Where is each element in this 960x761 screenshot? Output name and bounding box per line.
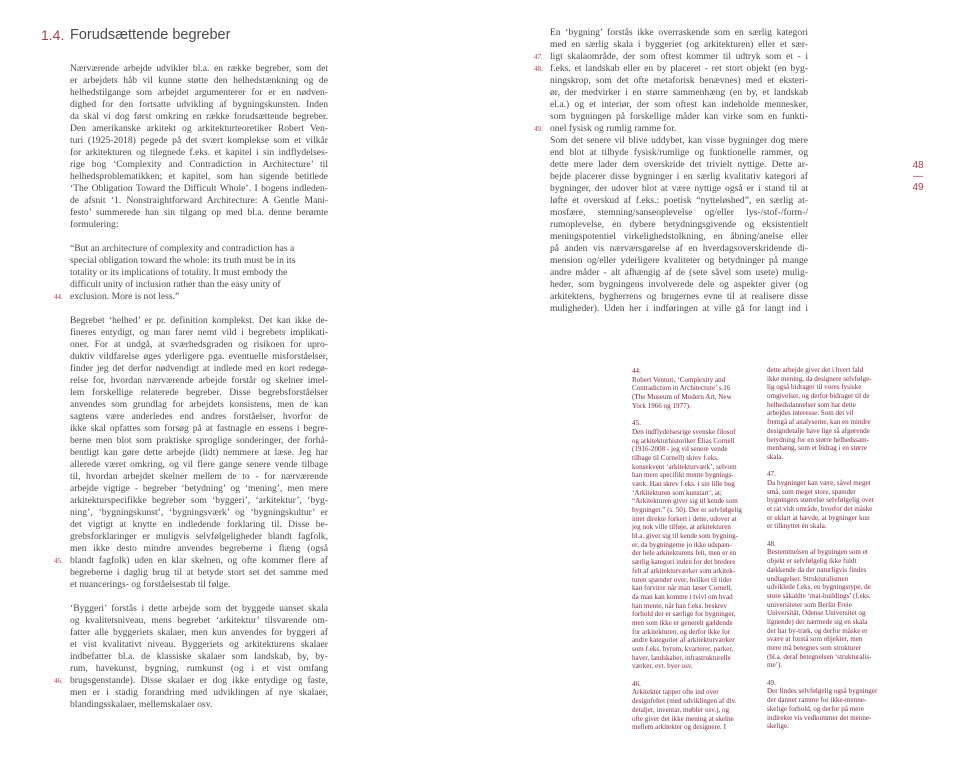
text-line-content: indbefatter bl.a. de klassiske skalaer som landskab, by, by- bbox=[70, 651, 328, 662]
text-line-content: da skal vi dog først omkring en række forudsættende begreber. bbox=[70, 111, 328, 122]
footnote-line: Da bygninger kan være, såvel meget bbox=[767, 478, 871, 487]
text-line-content: et nuancerings- og forståelsestab til følge. bbox=[70, 579, 231, 590]
footnote-line bbox=[632, 410, 742, 419]
footnote-line: mellem arkitekter og designere. I bbox=[632, 723, 726, 732]
footnote-number: 45. bbox=[632, 419, 641, 428]
footnote-line: skelige. bbox=[767, 722, 789, 731]
text-line-content: andre måder - alt afhængig af de (sete såvel som usete) mulig- bbox=[550, 267, 808, 278]
text-line bbox=[70, 363, 328, 375]
footnote-line: helhedsdannelser som har dette bbox=[767, 400, 856, 409]
text-line-content: men ikke desto mindre anvendes begreberne i flæng (også bbox=[70, 543, 328, 554]
footnote-line: tilbage til Cornell) skrev f.eks. bbox=[632, 453, 719, 462]
text-line bbox=[70, 207, 328, 219]
footnote-line: der hele arkitekturens felt, men er en bbox=[632, 549, 737, 558]
text-line bbox=[534, 123, 808, 135]
text-line-content: allerede været omkring, og vil flere gange senere vende tilbage bbox=[70, 459, 328, 470]
footnote-line: lignende) der nærmede sig en skala bbox=[767, 617, 868, 626]
footnote-line: men som ikke er generelt gældende bbox=[632, 618, 733, 627]
footnote-marker[interactable]: 49. bbox=[534, 125, 543, 133]
text-line bbox=[550, 279, 808, 291]
text-line bbox=[70, 255, 328, 267]
text-line-content: onel fysisk og rumlig ramme for. bbox=[550, 123, 677, 134]
text-line-content: mosfære, stemning/sanseoplevelse og/eller lys-/stof-/form-/ bbox=[550, 207, 808, 218]
footnote-line: indirekte vis vedkommer det menne- bbox=[767, 713, 872, 722]
text-line bbox=[534, 63, 808, 75]
text-line bbox=[70, 99, 328, 111]
footnote-line: ‘Arkitekturen som kunstart’, at; bbox=[632, 488, 722, 497]
footnote-marker[interactable]: 44. bbox=[54, 293, 63, 301]
footnote-line: mere må betegnes som strukturer bbox=[767, 644, 862, 652]
footnote-line bbox=[632, 671, 742, 680]
footnote-line: York 1966 og 1977). bbox=[632, 401, 691, 410]
text-line-content: blandt fagfolk) uden en klar skelnen, og ofte kommer flere af bbox=[70, 555, 328, 566]
text-line bbox=[550, 111, 808, 123]
text-line-content: begreberne i daglig brug til at betyde stort set det samme med bbox=[70, 567, 328, 578]
text-line-content: arkitekturspecifikke begreber som ‘byggeri’, ‘arkitektur’, ‘byg- bbox=[70, 495, 328, 506]
text-line-content: heder, som bygningens involverede dele og aspekter giver (og bbox=[550, 279, 808, 290]
text-line bbox=[70, 687, 328, 699]
footnote-line: kan forvirre når man læser Cornell, bbox=[632, 584, 733, 593]
text-line-content: totality or its implications of totality. It must embody the bbox=[70, 267, 288, 278]
text-line-content: el.a.) og et interiør, der som oftest kan indeholde mennesker, bbox=[550, 99, 808, 110]
text-line bbox=[550, 27, 808, 39]
footnotes-column-1 bbox=[632, 367, 742, 732]
footnote-line: er uklart at hævde, at bygninger kun bbox=[767, 513, 870, 522]
text-line bbox=[70, 87, 328, 99]
footnote-line: skelige forhold, og derfor på mere bbox=[767, 704, 864, 713]
footnote-line: arbejdes interesse. Som det vil bbox=[767, 409, 854, 418]
text-line bbox=[70, 387, 328, 399]
page-numbers bbox=[906, 160, 930, 193]
text-line bbox=[550, 159, 808, 171]
text-line bbox=[70, 471, 328, 483]
text-line bbox=[70, 159, 328, 171]
footnote-line: han mente, når han f.eks. beskrev bbox=[632, 601, 727, 610]
text-line-content: til, hvordan arbejdet skelner mellem de to - for nærværende bbox=[70, 471, 328, 482]
footnote-line: forhold der er særlige for bygninger, bbox=[632, 610, 736, 619]
text-line bbox=[70, 519, 328, 531]
text-line bbox=[70, 567, 328, 579]
text-line bbox=[70, 135, 328, 147]
section-title: Forudsættende begreber bbox=[70, 27, 231, 43]
text-line bbox=[550, 219, 808, 231]
text-line-content: festo’ summerede han sin tilgang op med bl.a. denne berømte bbox=[70, 207, 328, 218]
footnote-line: for arkitekturen, og derfor ikke for bbox=[632, 627, 731, 636]
text-line-content: fineres entydigt, og man farer nemt vild i begrebets implikati- bbox=[70, 327, 328, 338]
text-line-content: helhedsproblematikken; et kapitel, som han sigende betitlede bbox=[70, 171, 328, 182]
footnote-line: bygninger.” (s. 50). Der er selvfølgelig bbox=[632, 506, 742, 514]
text-line-content: Som det senere vil blive uddybet, kan visse bygninger dog mere bbox=[550, 135, 808, 146]
text-line-content: Begrebet ‘helhed’ er pr. definition komplekst. Det kan ikke de- bbox=[70, 315, 328, 326]
text-line bbox=[550, 303, 808, 315]
footnote-number: 46. bbox=[632, 679, 641, 688]
text-line-content: “But an architecture of complexity and contradiction has a bbox=[70, 243, 295, 254]
footnote-line: (bl.a. deraf betegnelsen ‘strukturalis- bbox=[767, 652, 872, 661]
text-line-content: finder jeg det derfor nødvendigt at indlede med en kort redegø- bbox=[70, 363, 328, 374]
text-line bbox=[70, 495, 328, 507]
text-line-content: og kvalitetsniveau, mens begrebet ‘arkitektur’ tilsvarende om- bbox=[70, 615, 328, 626]
text-line bbox=[70, 699, 328, 711]
text-line-content: f.eks. et landskab eller en by placeret - ret stort objekt (en byg- bbox=[550, 63, 808, 74]
text-line-content: bentligt kan gøre dette arbejde (lidt) nemmere at læse. Jeg har bbox=[70, 447, 328, 458]
footnote-line bbox=[767, 462, 877, 471]
text-line bbox=[70, 315, 328, 327]
text-line bbox=[70, 627, 328, 639]
footnote-line: Robert Venturi, ‘Complexity and bbox=[632, 375, 726, 384]
footnote-line: er, da bygningerne jo ikke udspæn- bbox=[632, 540, 732, 549]
text-line bbox=[70, 75, 328, 87]
text-line bbox=[70, 279, 328, 291]
footnote-line: betydning for en større helhedssam- bbox=[767, 435, 870, 444]
text-line bbox=[550, 147, 808, 159]
text-line-content: special obligation toward the whole: its truth must be in its bbox=[70, 255, 296, 266]
footnote-marker[interactable]: 47. bbox=[534, 53, 543, 61]
text-line bbox=[70, 459, 328, 471]
text-line-content: men er i stadig forandring med udviklingen af nye skalaer, bbox=[70, 687, 328, 698]
footnote-line: da man kan komme i tvivl om hvad bbox=[632, 592, 733, 601]
section-number: 1.4. bbox=[41, 27, 65, 43]
text-line bbox=[70, 603, 328, 615]
text-line-content: dette mere lader dem overskride det trivielt nyttige. Dette ar- bbox=[550, 159, 808, 170]
text-line-content: duktiv vildfarelse øges yderligere pga. eventuelle misforståelser, bbox=[70, 351, 328, 362]
text-line bbox=[70, 507, 328, 519]
footnote-line: skala. bbox=[767, 452, 784, 461]
text-line bbox=[70, 447, 328, 459]
footnote-line: intet direkte forkert i dette, udover at bbox=[632, 514, 737, 523]
footnote-line: designdetalje have lige så afgørende bbox=[767, 426, 870, 435]
text-line bbox=[550, 207, 808, 219]
block-quote bbox=[54, 243, 328, 303]
body-paragraph bbox=[54, 315, 328, 591]
footnote-line: fremgå af analyserne, kan en mindre bbox=[767, 418, 871, 427]
text-line bbox=[54, 291, 328, 303]
text-line-content: muligheder). Uden her i indføringen at ville gå for langt ind i bbox=[550, 303, 808, 314]
page-number-separator: — bbox=[913, 171, 923, 182]
footnote-line: og arkitekturhistoriker Elias Cornell bbox=[632, 436, 735, 445]
text-line-content: rum, havekunst, bygning, rumkunst (og i et vist omfang bbox=[70, 663, 328, 674]
text-line-content: helhedstilgange som arbejdet argumenterer for er en nødven- bbox=[70, 87, 328, 98]
body-paragraph bbox=[54, 603, 328, 711]
text-line bbox=[70, 123, 328, 135]
text-line-content: lem forskellige relaterede begreber. Disse begrebsforståelser bbox=[70, 387, 328, 398]
text-line bbox=[70, 339, 328, 351]
text-line bbox=[70, 639, 328, 651]
footnote-marker[interactable]: 45. bbox=[54, 557, 63, 565]
text-line bbox=[550, 39, 808, 51]
text-line-content: berne men blot som praktiske sproglige sonderinger, der forhå- bbox=[70, 435, 328, 446]
text-line bbox=[550, 231, 808, 243]
text-line bbox=[70, 63, 328, 75]
text-line-content: end blot at tilbyde fysisk/rumlige og funktionelle rammer, og bbox=[550, 147, 808, 158]
body-paragraph bbox=[70, 63, 328, 231]
text-line-content: ikke skal opfattes som forsøg på at fastnagle en essens i begre- bbox=[70, 423, 328, 434]
text-line-content: det vigtigt at knytte en indledende forklaring til. Disse be- bbox=[70, 519, 328, 530]
text-line-content: rige bog ‘Complexity and Contradiction in Architecture’ til bbox=[70, 159, 328, 170]
text-line bbox=[70, 375, 328, 387]
footnote-line: han mere specifikt mente bygnings- bbox=[632, 471, 734, 480]
footnote-line: felt af arkitekturværker som arkitek- bbox=[632, 566, 736, 575]
text-line bbox=[70, 423, 328, 435]
text-line bbox=[550, 195, 808, 207]
footnote-line: bygningers størrelse selvfølgelig over bbox=[767, 496, 874, 505]
footnote-line: menhæng, som et bidrag i en større bbox=[767, 444, 867, 453]
text-line-content: difficult unity of inclusion rather than the easy unity of bbox=[70, 279, 281, 290]
text-line-content: mension og/eller yderligere kvaliteter og betydninger på mange bbox=[550, 255, 808, 266]
text-line bbox=[550, 243, 808, 255]
text-line-content: ningskrop, som det ofte metaforisk benævnes) med et eksteri- bbox=[550, 75, 808, 86]
text-line bbox=[70, 219, 328, 231]
text-line bbox=[70, 327, 328, 339]
text-line-content: grebsforklaringer er muligvis selvfølgeligheder blandt fagfolk, bbox=[70, 531, 328, 542]
text-line bbox=[70, 435, 328, 447]
text-line-content: ligt skalaområde, der som oftest kommer til udtryk som et - i bbox=[550, 51, 808, 62]
text-line bbox=[534, 51, 808, 63]
text-line-content: brugsgenstande). Disse skalaer er dog ikke entydige og faste, bbox=[70, 675, 328, 686]
footnote-line: værker, evt. byer osv. bbox=[632, 662, 693, 671]
footnote-number: 44. bbox=[632, 367, 641, 375]
footnote-line bbox=[767, 670, 877, 679]
text-line bbox=[550, 171, 808, 183]
footnote-line: små, som meget store, spænder bbox=[767, 487, 856, 496]
footnote-marker[interactable]: 48. bbox=[534, 65, 543, 73]
text-line-content: Nærværende arbejde udvikler bl.a. en række begreber, som det bbox=[70, 63, 328, 74]
text-line bbox=[70, 399, 328, 411]
footnote-line: turen spænder over, hvilket til tider bbox=[632, 575, 732, 584]
text-line bbox=[70, 351, 328, 363]
text-line bbox=[550, 99, 808, 111]
footnote-line: Contradiction in Architecture’ s.16 bbox=[632, 384, 731, 393]
footnote-line: Universität, Odense Universitet og bbox=[767, 609, 866, 618]
text-line-content: blandingsskalaer, mellemskalaer osv. bbox=[70, 699, 213, 710]
text-line bbox=[550, 255, 808, 267]
text-line-content: løfte et overskud af f.eks.: poetisk “nytteløshed”, en særlig at- bbox=[550, 195, 808, 206]
text-line-content: ‘The Obligation Toward the Difficult Whole’. I bogens indleden- bbox=[70, 183, 328, 194]
text-line bbox=[70, 651, 328, 663]
footnote-line: dækkende da der naturligvis findes bbox=[767, 565, 867, 574]
text-line-content: ‘Byggeri’ forstås i dette arbejde som det byggede uanset skala bbox=[70, 603, 328, 614]
text-line-content: er arbejdets håb vil kunne støtte den helhedstænkning og de bbox=[70, 75, 328, 86]
footnote-line: ikke mening, da designere selvfølge- bbox=[767, 374, 872, 383]
text-line bbox=[70, 147, 328, 159]
text-line-content: turi (1925-2018) pegede på det svært komplekse som et vilkår bbox=[70, 135, 328, 146]
text-line-content: med en særlig skala i byggeriet (og arkitekturen) eller et sær- bbox=[550, 39, 808, 50]
footnote-line: ofte giver det ikke mening at skelne bbox=[632, 714, 734, 723]
footnote-line: universiteter som Berlin Freie bbox=[767, 600, 852, 609]
text-line bbox=[550, 291, 808, 303]
footnote-number: 49. bbox=[767, 678, 776, 687]
text-line-content: meningspotentiel virkelighedstolkning, en åbning/anelse eller bbox=[550, 231, 808, 242]
page-number-right: 49 bbox=[912, 182, 924, 193]
text-line-content: ning’, ‘bygningskunst’, ‘bygningsværk’ og ‘bygningskultur’ er bbox=[70, 507, 328, 518]
text-line-content: bygninger, der udover blot at være nyttige også er i stand til at bbox=[550, 183, 808, 194]
text-line-content: fatter alle byggeriets skalaer, men kun anvendes for byggeri af bbox=[70, 627, 328, 638]
text-line bbox=[550, 183, 808, 195]
text-line bbox=[70, 183, 328, 195]
footnote-line: dette arbejde giver det i hvert fald bbox=[767, 366, 864, 374]
text-line-content: på anden vis nærværsgørelse af en hverdagsoverskridende di- bbox=[550, 243, 808, 254]
body-paragraph bbox=[534, 27, 808, 135]
text-line bbox=[70, 483, 328, 495]
text-line bbox=[70, 411, 328, 423]
text-line bbox=[550, 267, 808, 279]
text-line bbox=[70, 195, 328, 207]
text-line-content: ør, der medvirker i en større sammenhæng (en by, et landskab bbox=[550, 87, 808, 98]
text-line bbox=[70, 615, 328, 627]
text-line-content: relse for, hvordan nærværende arbejde forstår og skelner imel- bbox=[70, 375, 328, 386]
text-line bbox=[550, 135, 808, 147]
text-line-content: Den amerikanske arkitekt og arkitekturteoretiker Robert Ven- bbox=[70, 123, 328, 134]
footnote-line: som f.eks. byrum, kvarterer, parker, bbox=[632, 645, 734, 653]
footnote-line: detaljer, inventar, møbler osv.), og bbox=[632, 705, 730, 714]
text-line bbox=[70, 267, 328, 279]
footnote-line: omgivelser, og derfor bidrager til de bbox=[767, 392, 870, 401]
footnote-line bbox=[767, 531, 877, 540]
text-line bbox=[70, 543, 328, 555]
text-line-content: formulering: bbox=[70, 219, 119, 230]
text-line bbox=[70, 663, 328, 675]
text-line-content: anvendes som grundlag for arbejdets konsistens, men de kan bbox=[70, 399, 328, 410]
footnote-line: Bestemmelsen af bygningen som et bbox=[767, 548, 868, 557]
footnote-marker[interactable]: 46. bbox=[54, 677, 63, 685]
text-line-content: rumoplevelse, en dybere betydningsgivende og eksistentielt bbox=[550, 219, 808, 230]
text-line-content: et vist kvalitativt niveau. Byggeriets og arkitekturens skalaer bbox=[70, 639, 328, 650]
footnote-line: “Arkitekturen giver sig til kende som bbox=[632, 497, 738, 506]
text-line-content: for arkitekturen og tilegnede f.eks. et kapitel i sin indflydelses- bbox=[70, 147, 328, 158]
footnote-line: objekt er selvfølgelig ikke fuldt bbox=[767, 557, 857, 566]
footnotes-column-2 bbox=[767, 366, 877, 731]
footnote-line: bl.a. giver sig til kende som bygning- bbox=[632, 532, 738, 541]
text-line bbox=[70, 243, 328, 255]
footnote-line: andre kategorier af arkitekturværker bbox=[632, 636, 735, 645]
footnote-line: et rat vidt område, hvorfor det måske bbox=[767, 505, 873, 513]
text-line bbox=[70, 111, 328, 123]
footnote-line: designfeltet (med udviklingen af div. bbox=[632, 697, 737, 706]
footnote-line: me’). bbox=[767, 661, 783, 670]
text-line-content: arkitektens, bygherrens og brugernes evne til at realisere disse bbox=[550, 291, 808, 302]
text-line bbox=[70, 171, 328, 183]
footnote-line: er tilknyttet én skala. bbox=[767, 522, 827, 531]
footnote-line: svære at forstå som objekter, men bbox=[767, 635, 863, 644]
text-line-content: arbejde vigtige - begreber ‘betydning’ og ‘mening’, men mere bbox=[70, 483, 328, 494]
footnote-line: udviklede f.eks. en bygningstype, de bbox=[767, 583, 871, 592]
text-line-content: som bygningen på forskellige måder kan virke som en funkti- bbox=[550, 111, 808, 122]
text-line-content: bejde placerer disse bygninger i en særlig kvalitativ kategori af bbox=[550, 171, 808, 182]
text-line-content: dighed for den fortsatte udvikling af bygningskunsten. Inden bbox=[70, 99, 328, 110]
footnote-line: værk. Han skrev f.eks. i sin lille bog bbox=[632, 479, 735, 488]
footnote-line: jeg nok ville tilføje, at arkitekturen bbox=[632, 523, 731, 532]
body-paragraph bbox=[550, 135, 808, 315]
footnote-line: store såkaldte ‘mat-buildings’ (f.eks. bbox=[767, 591, 871, 600]
footnote-line: undtagelser. Strukturalismen bbox=[767, 574, 849, 583]
footnote-line: Der findes selvfølgelig også bygninger bbox=[767, 687, 878, 696]
footnote-line: Arkitekter tapper ofte ind over bbox=[632, 688, 719, 697]
text-line-content: En ‘bygning’ forstås ikke overraskende som en særlig kategori bbox=[550, 27, 808, 38]
footnote-line: konsekvent ‘arkitekturværk’, selvom bbox=[632, 462, 737, 471]
footnote-line: særlig kategori inden for det bredere bbox=[632, 558, 736, 567]
text-line bbox=[54, 555, 328, 567]
footnote-line: (1916-2008 - jeg vil senere vende bbox=[632, 445, 728, 454]
footnote-line: (The Museum of Modern Art, New bbox=[632, 393, 732, 402]
page-number-left: 48 bbox=[912, 160, 924, 171]
text-line-content: oner. For at undgå, at sværhedsgraden og risikoen for upro- bbox=[70, 339, 328, 350]
footnote-line: lig også bidrager til vores fysiske bbox=[767, 383, 862, 392]
text-line bbox=[70, 531, 328, 543]
text-line bbox=[70, 579, 328, 591]
footnote-number: 47. bbox=[767, 470, 776, 479]
footnote-line: haver, landskaber, infrastrukturelle bbox=[632, 653, 731, 662]
footnote-number: 48. bbox=[767, 539, 776, 548]
text-line-content: exclusion. More is not less.” bbox=[70, 291, 180, 302]
footnote-line: Den indflydelsesrige svenske filosof bbox=[632, 427, 736, 436]
text-line-content: de afsnit ‘1. Nonstraightforward Architecture: A Gentle Mani- bbox=[70, 195, 328, 206]
text-line bbox=[550, 75, 808, 87]
text-line bbox=[550, 87, 808, 99]
text-line bbox=[54, 675, 328, 687]
text-line-content: sagtens være anderledes end andres forståelser, hvorfor de bbox=[70, 411, 328, 422]
footnote-line: der har by-træk, og derfor måske er bbox=[767, 626, 868, 635]
footnote-line: der danner ramme for ikke-menne- bbox=[767, 696, 867, 705]
